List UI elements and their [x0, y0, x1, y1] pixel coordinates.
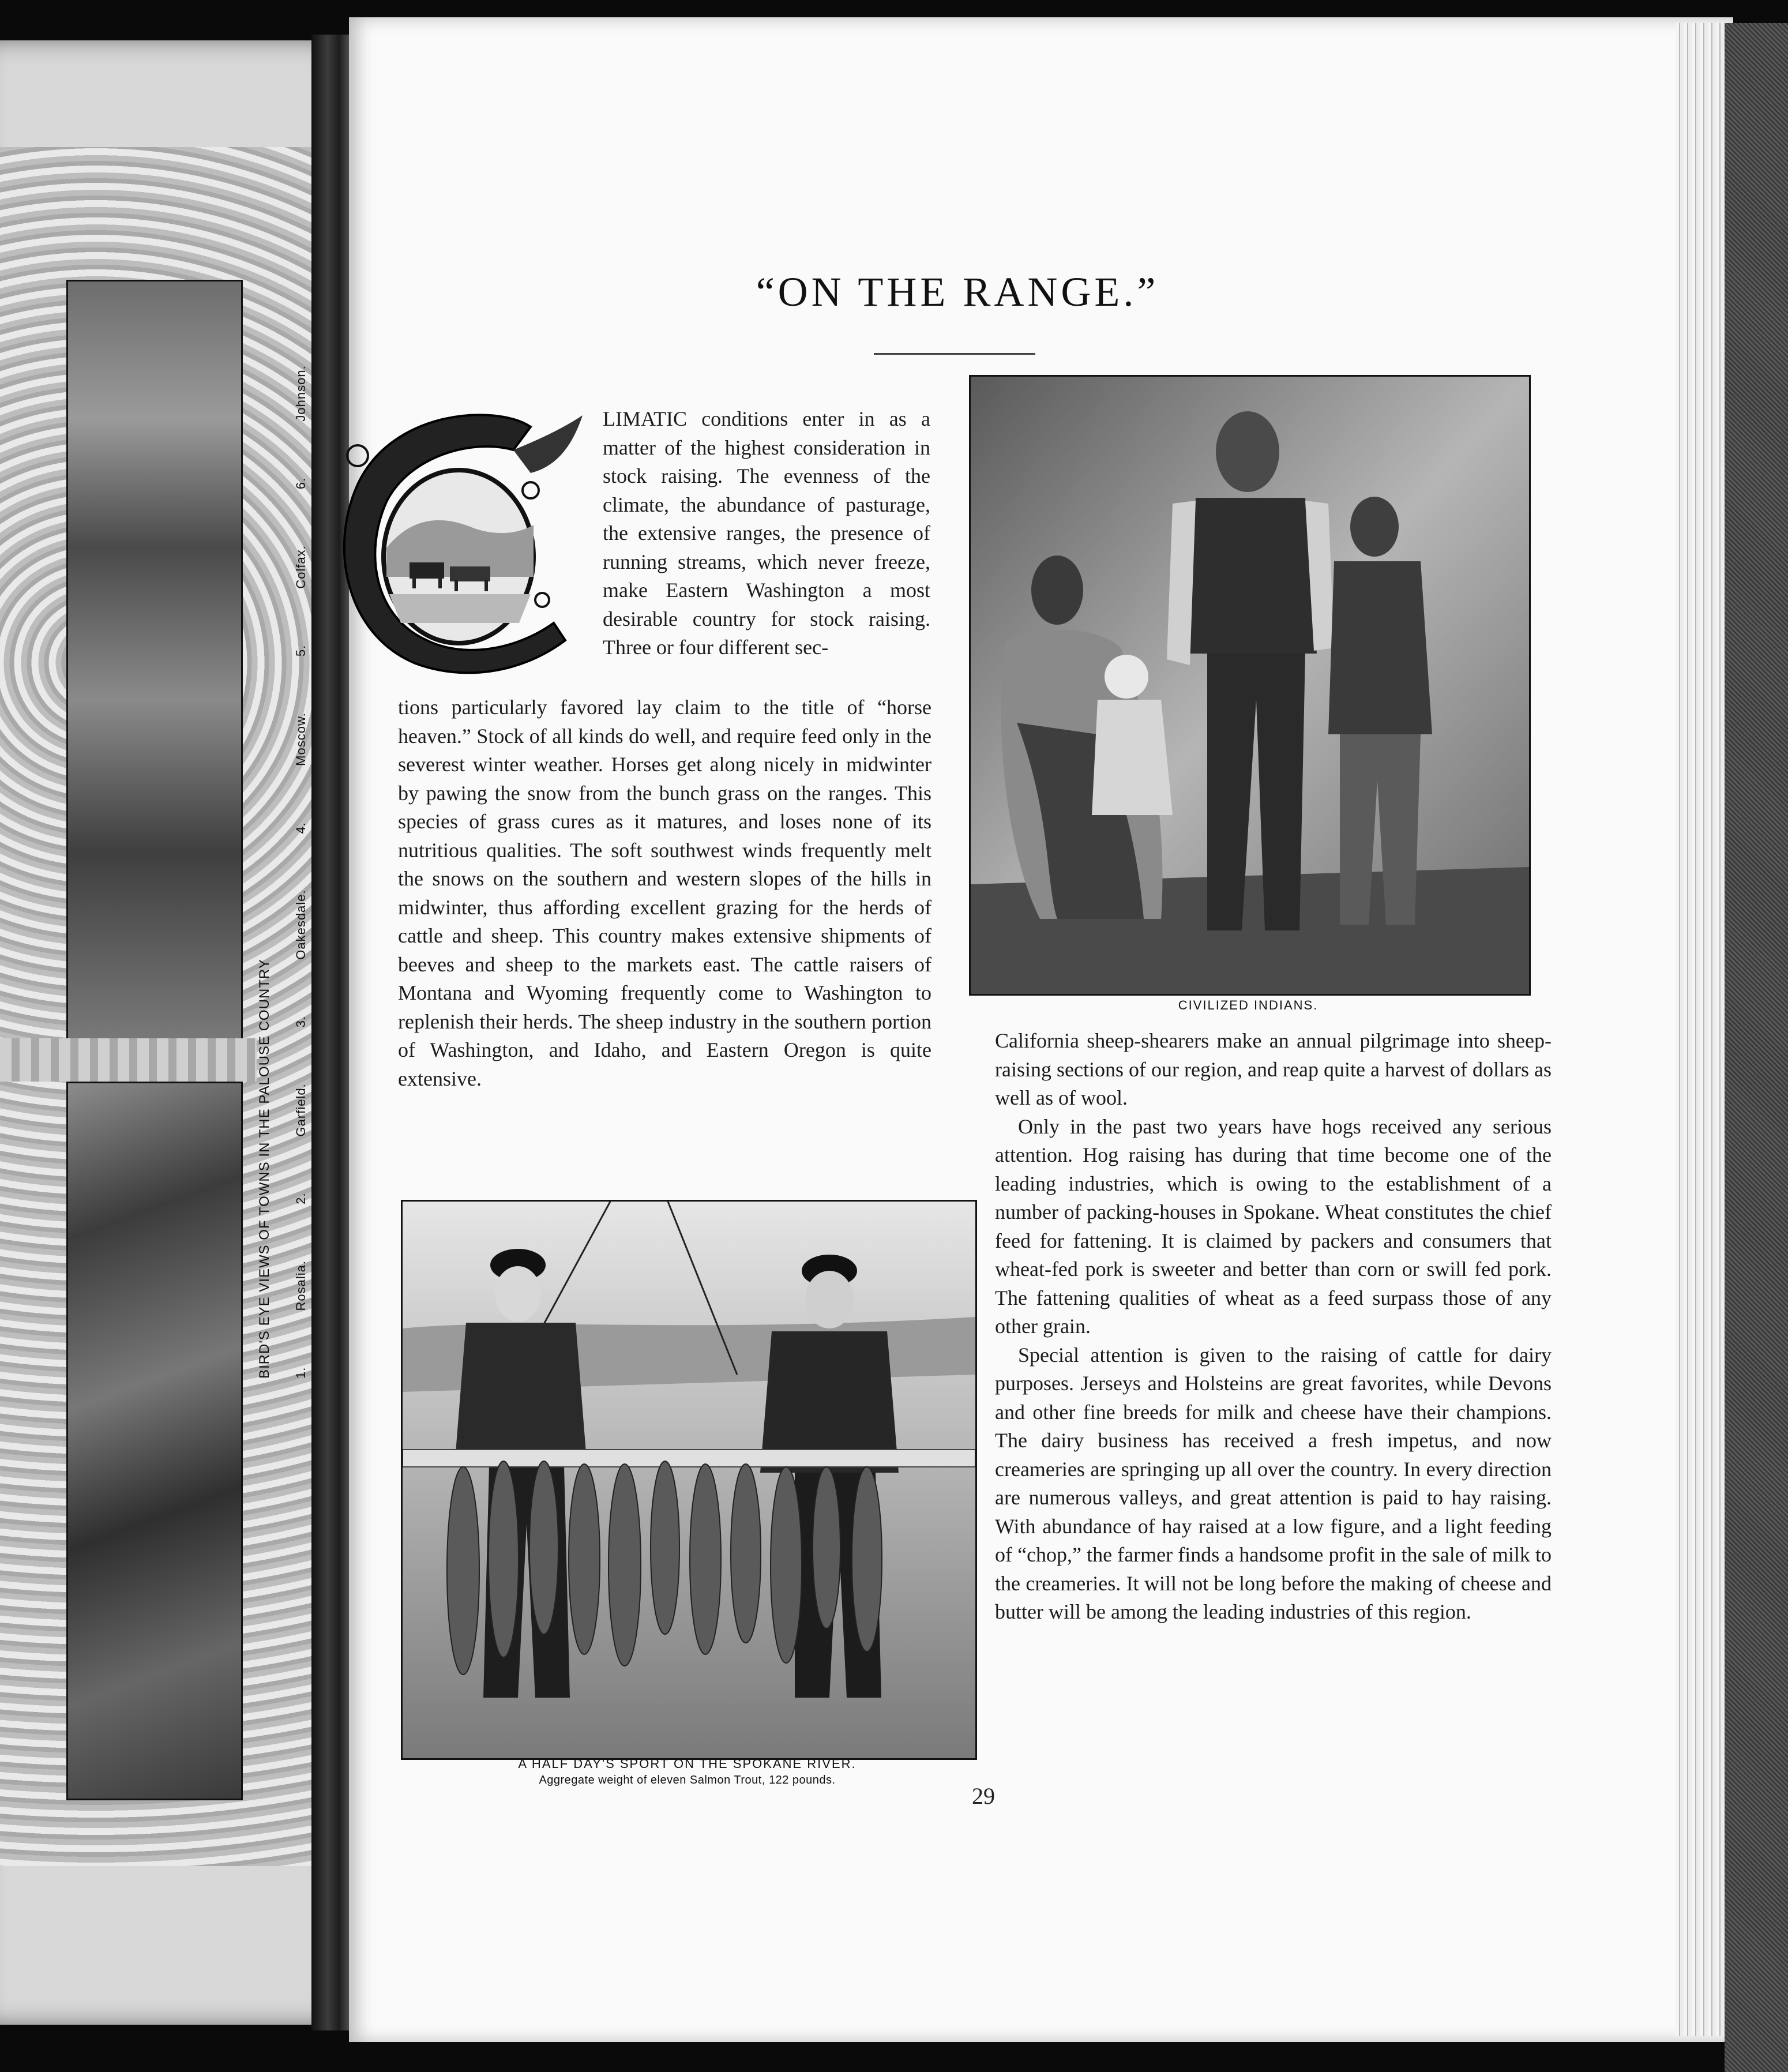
civilized-indians-photo: [969, 375, 1531, 996]
town-label: 2. Garfield.: [294, 1083, 308, 1204]
spokane-river-fishing-photo: [401, 1200, 977, 1760]
paragraph: Special attention is given to the raising of cattle for dairy purposes. Jerseys and Holsteins are great favorites, while Devons and other fine breeds for milk and cheese have their champions. The dairy business has received a fresh impetus, and now creameries are springing up all over the country. In every direction are numerous valleys, and great attention is paid to hay raising. With abundance of hay raised at a low figure, and a light feeding of “chop,” the farmer finds a handsome profit in the sale of milk to the creameries. It will not be long before the making of cheese and butter will be among the leading industries of this region.: [995, 1343, 1552, 1623]
ornamental-divider: [0, 1038, 257, 1082]
article-title: “ON THE RANGE.”: [756, 269, 1159, 315]
left-page: [0, 40, 349, 2025]
left-caption-towns: [294, 225, 309, 1379]
birds-eye-photo-bottom: [66, 1082, 243, 1800]
photo-subcaption: Aggregate weight of eleven Salmon Trout, 122 pounds.: [539, 1774, 836, 1786]
page-edges: [1676, 23, 1730, 2036]
left-page-caption: [257, 225, 309, 1379]
paragraph: Only in the past two years have hogs received any serious attention. Hog raising has during that time become one of the leading industries, which is owing to the establishment of a number of packing-houses in Spokane. Wheat constitutes the chief feed for fattening. It is claimed by packers and consumers that wheat-fed pork is sweeter and better than corn or swill fed pork. The fattening qualities of wheat as a feed surpass those of any other grain.: [995, 1114, 1552, 1338]
town-label: 1. Rosalia.: [294, 1260, 308, 1379]
intro-paragraph-start: LIMATIC conditions enter in as a matter of the highest consideration in stock raising. The evenness of the climate, the abundance of pasturage, the extensive ranges, the presence of running streams, which never freeze, make Eastern Washington a most desirable country for stock raising. Three or four different sec-: [603, 407, 930, 659]
paragraph: California sheep-shearers make an annual pilgrimage into sheep-raising sections of our region, and reap quite a harvest of dollars as well as of wool.: [995, 1029, 1552, 1109]
birds-eye-photo-top: [66, 280, 243, 1045]
right-column-text: [995, 1027, 1552, 1627]
town-label: 5. Colfax.: [294, 545, 308, 657]
photo-caption: CIVILIZED INDIANS.: [1178, 998, 1319, 1012]
title-rule: [874, 353, 1035, 355]
page-number: 29: [972, 1783, 995, 1809]
town-label: 6. Johnson.: [294, 365, 308, 490]
left-caption-title: BIRD'S EYE VIEWS OF TOWNS IN THE PALOUSE COUNTRY: [257, 959, 272, 1379]
photo-caption: A HALF DAY'S SPORT ON THE SPOKANE RIVER.: [518, 1756, 857, 1771]
town-label: 4. Moscow.: [294, 712, 308, 834]
town-label: 3. Oakesdale.: [294, 889, 308, 1028]
book-cover-edge: [1725, 23, 1788, 2072]
drop-cap-illustration: [323, 404, 588, 681]
intro-paragraph-rest: tions particularly favored lay claim to the title of “horse heaven.” Stock of all kinds do well, and require feed only in the severest winter weather. Horses get along nicely in midwinter by pawing the snow from the bunch grass on the ranges. This species of grass cures as it matures, and loses none of its nutritious qualities. The soft southwest winds frequently melt the snows on the southern and western slopes of the hills in midwinter, thus affording excellent grazing for the herds of cattle and sheep. This country makes extensive shipments of beeves and sheep to the markets east. The cattle raisers of Montana and Wyoming frequently come to Washington to replenish their herds. The sheep industry in the southern portion of Washington, and Idaho, and Eastern Oregon is quite extensive.: [398, 696, 931, 1090]
